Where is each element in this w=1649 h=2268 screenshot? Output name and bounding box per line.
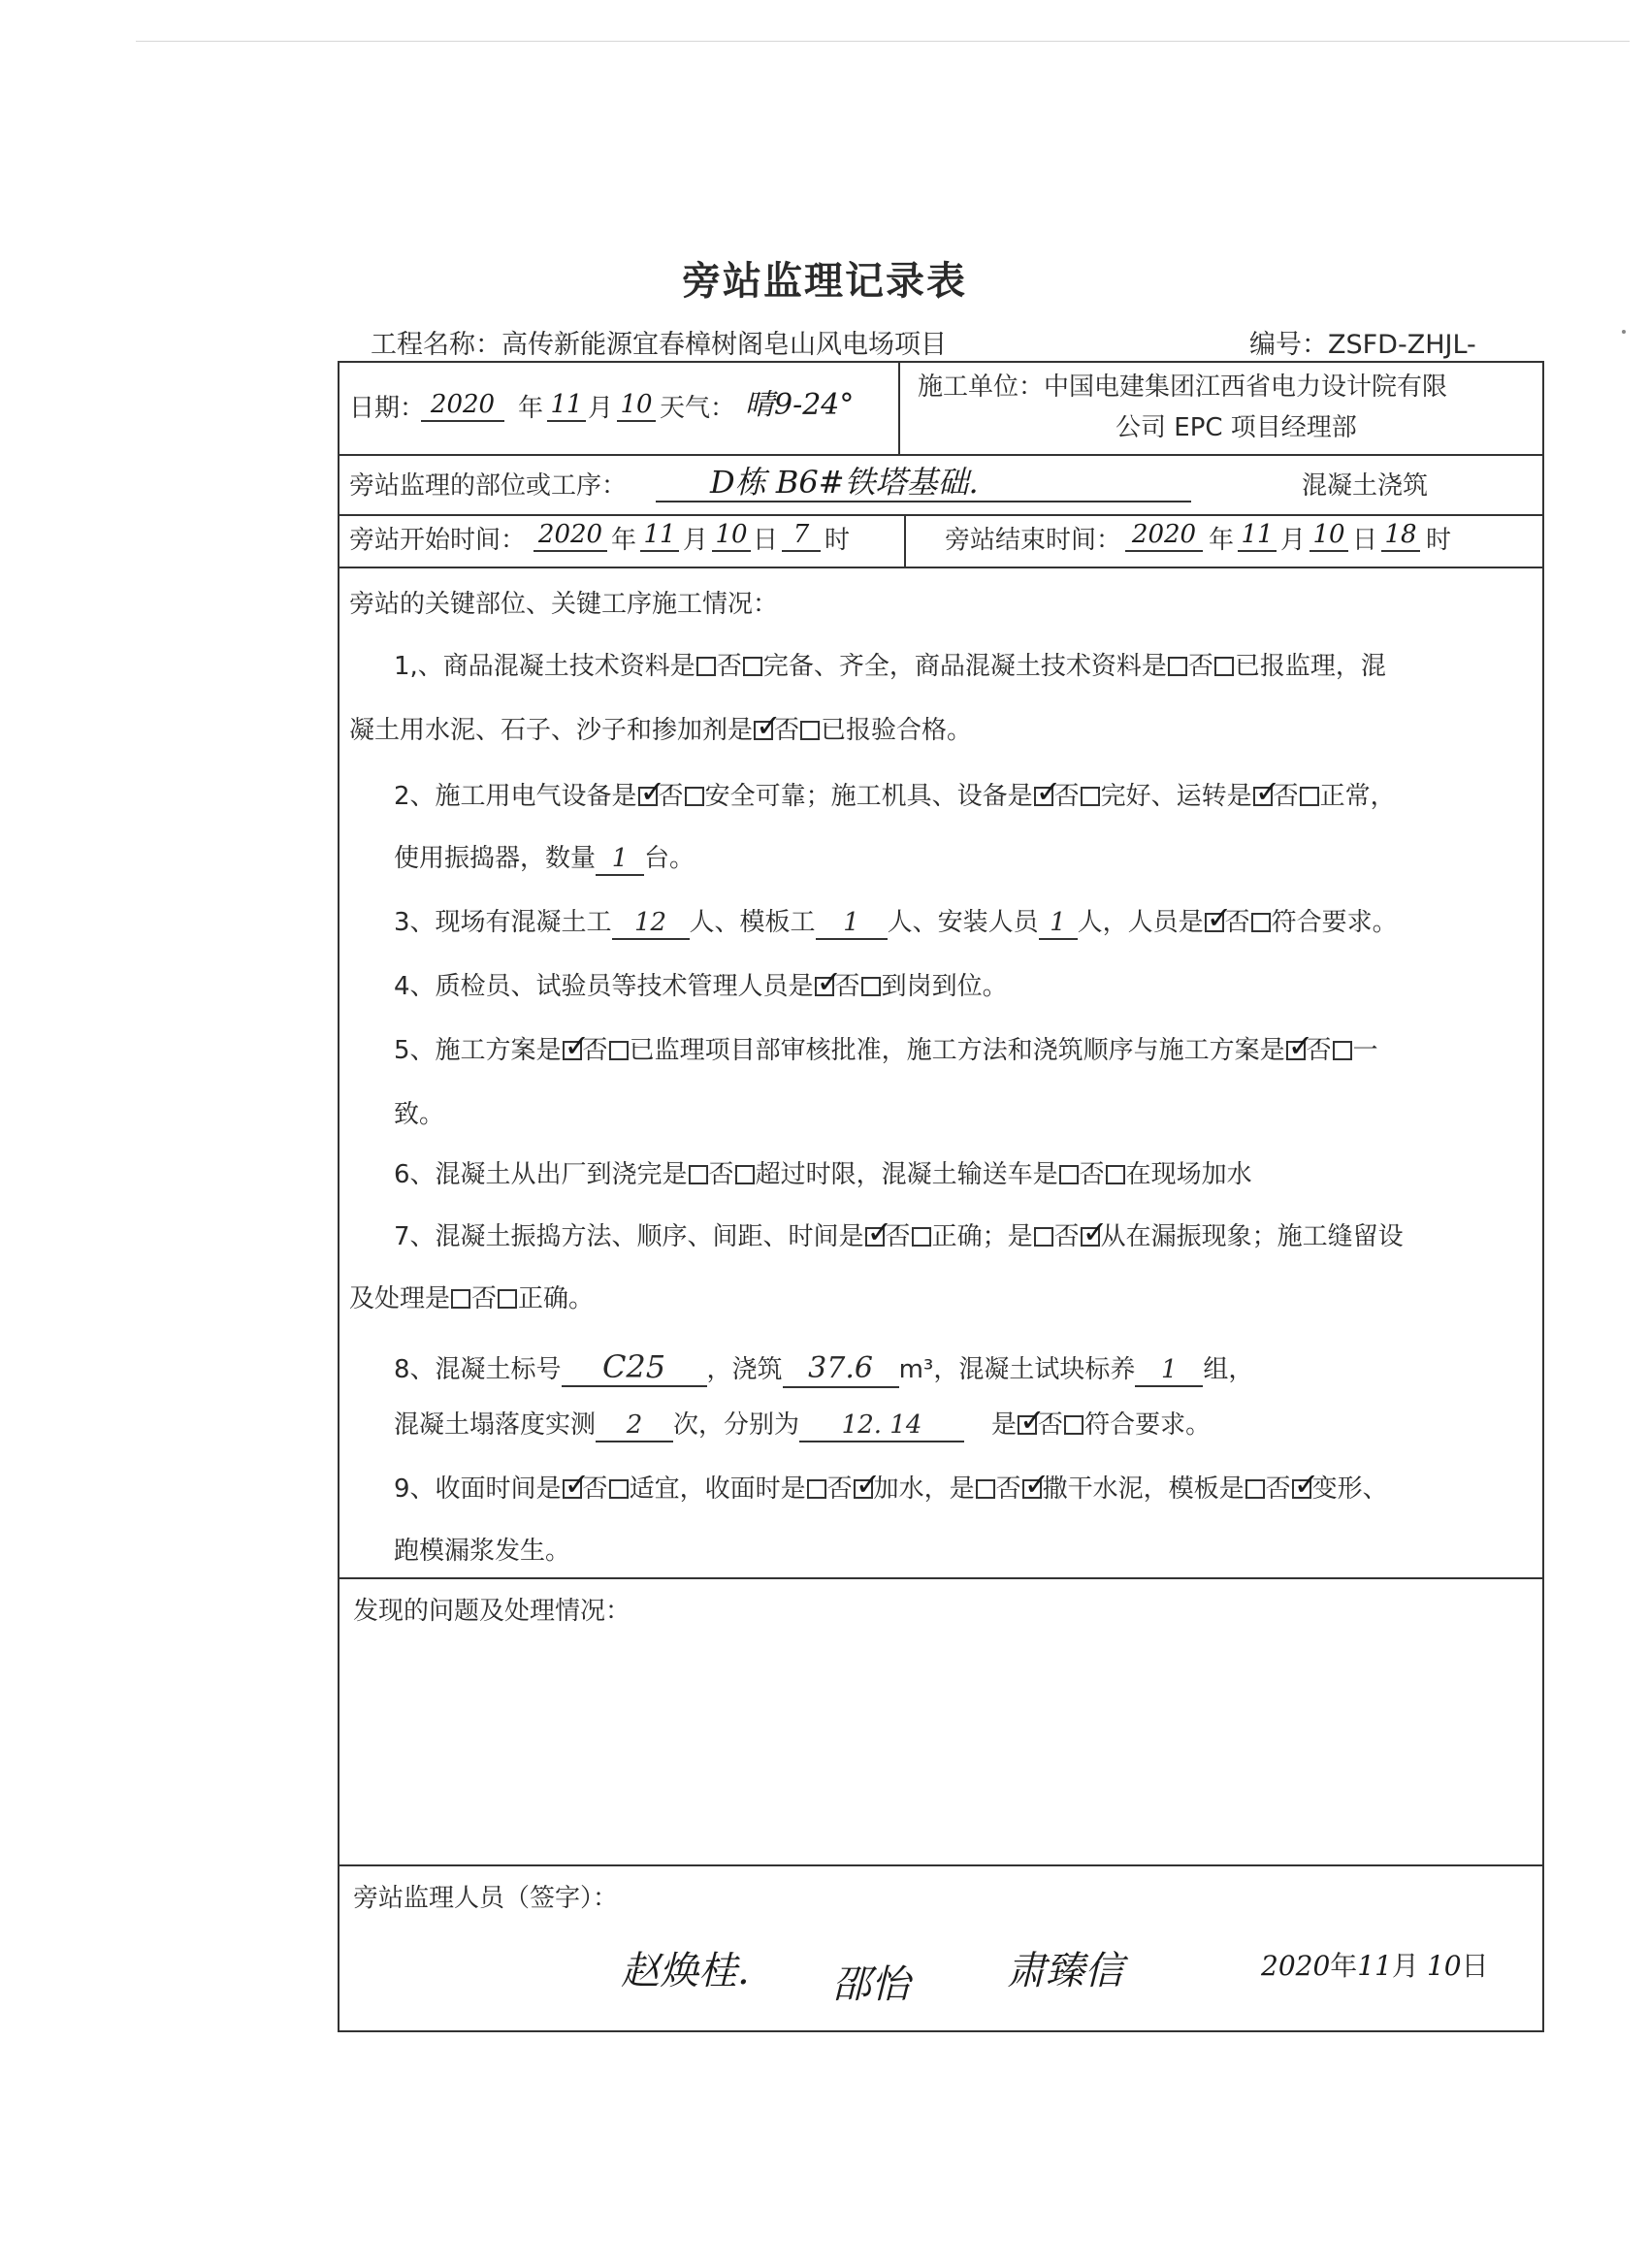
item-text: 7、混凝土振捣方法、顺序、间距、时间是	[394, 1222, 864, 1251]
item-text: 否	[995, 1474, 1021, 1504]
item-text: 5、施工方案是	[394, 1036, 562, 1065]
item-text: 1,、商品混凝土技术资料是	[394, 652, 695, 681]
item-4	[394, 972, 1008, 1002]
start-day: 10	[712, 520, 751, 552]
pour-volume: 37.6	[783, 1351, 899, 1388]
end-hour: 18	[1381, 520, 1420, 552]
item-text: 否	[1038, 1410, 1064, 1440]
checkbox-no[interactable]	[1251, 913, 1271, 932]
item-text: 否	[1306, 1036, 1332, 1065]
checkbox-yes-checked[interactable]	[1253, 787, 1273, 806]
item-text: 从在漏振现象；施工缝留设	[1100, 1222, 1404, 1251]
item-text: m³，混凝土试块标养	[898, 1355, 1136, 1384]
start-day-unit: 日	[753, 526, 779, 555]
item-text: 已报验合格。	[821, 716, 973, 745]
signature-3: 肃臻信	[1007, 1949, 1123, 1993]
start-month: 11	[640, 520, 679, 552]
project-name	[371, 323, 947, 361]
item-5-line-1	[394, 1036, 1378, 1066]
checkbox-yes-checked[interactable]	[815, 977, 834, 996]
checkbox-yes[interactable]	[1168, 657, 1187, 676]
checkbox-no-checked[interactable]	[854, 1479, 873, 1499]
location-value: D栋 B6#铁塔基础.	[656, 464, 1191, 502]
checkbox-no[interactable]	[743, 657, 762, 676]
checkbox-yes[interactable]	[1034, 1227, 1053, 1247]
form-title: 旁站监理记录表	[682, 259, 967, 304]
row-divider	[340, 567, 1542, 568]
item-text: 否	[582, 1474, 608, 1504]
item-text: 加水，是	[873, 1474, 975, 1504]
item-text: 否	[826, 1474, 853, 1504]
checkbox-no[interactable]	[685, 787, 704, 806]
end-hour-unit: 时	[1426, 526, 1452, 555]
checkbox-no-checked[interactable]	[1292, 1479, 1311, 1499]
concrete-grade: C25	[562, 1348, 707, 1387]
item-text: 次，分别为	[673, 1410, 800, 1440]
project-label: 工程名称：	[371, 330, 501, 360]
item-1-line-1	[394, 652, 1386, 682]
row-divider	[340, 1864, 1542, 1866]
item-text: 正常，	[1319, 782, 1396, 811]
end-month-unit: 月	[1280, 526, 1307, 555]
item-6	[394, 1160, 1252, 1190]
date-label: 日期：	[349, 394, 426, 423]
item-text: 否	[774, 716, 800, 745]
start-time-label: 旁站开始时间：	[349, 526, 527, 555]
item-text: 否	[1224, 908, 1250, 937]
weather-label: 天气：	[660, 394, 736, 423]
item-text: 撒干水泥，模板是	[1042, 1474, 1245, 1504]
item-text: 否	[716, 652, 742, 681]
item-7-line-2	[349, 1284, 594, 1314]
checkbox-yes-checked[interactable]	[754, 721, 773, 740]
item-text: 已报监理，混	[1234, 652, 1386, 681]
item-text: 否	[1273, 782, 1299, 811]
item-8-line-1	[394, 1348, 1253, 1388]
item-text: 变形、	[1311, 1474, 1388, 1504]
item-text: 正确；是	[931, 1222, 1033, 1251]
checkbox-no-checked[interactable]	[1022, 1479, 1042, 1499]
date-month-unit: 月	[588, 394, 614, 423]
item-text: 已监理项目部审核批准，施工方法和浇筑顺序与施工方案是	[629, 1036, 1285, 1065]
checkbox-no[interactable]	[609, 1479, 629, 1499]
signature-year: 2020	[1261, 1950, 1331, 1982]
start-year: 2020	[534, 520, 607, 552]
signature-year-unit: 年	[1330, 1950, 1358, 1982]
item-7-line-1	[394, 1222, 1404, 1252]
checkbox-no[interactable]	[1064, 1415, 1083, 1435]
checkbox-yes-checked[interactable]	[563, 1479, 582, 1499]
checkbox-no[interactable]	[861, 977, 881, 996]
item-text: 及处理是	[349, 1284, 451, 1313]
item-8-line-2	[394, 1410, 1211, 1442]
checkbox-yes[interactable]	[1059, 1165, 1079, 1184]
problems-label: 发现的问题及处理情况：	[353, 1597, 631, 1626]
item-text: 一	[1352, 1036, 1378, 1065]
weather-value: 晴9-24°	[745, 388, 855, 422]
contractor-line1: 中国电建集团江西省电力设计院有限	[1044, 373, 1448, 402]
end-day-unit: 日	[1352, 526, 1378, 555]
item-text: 符合要求。	[1271, 908, 1398, 937]
slump-test-count: 2	[596, 1410, 673, 1442]
contractor-line2: 公司 EPC 项目经理部	[1116, 413, 1357, 442]
item-9-line-1	[394, 1474, 1388, 1505]
item-9-line-2: 跑模漏浆发生。	[394, 1537, 571, 1566]
item-text: 完备、齐全，商品混凝土技术资料是	[762, 652, 1167, 681]
slump-values: 12. 14	[799, 1410, 964, 1442]
checkbox-yes[interactable]	[976, 1479, 995, 1499]
number-label: 编号：	[1249, 330, 1328, 360]
item-text: 混凝土塌落度实测	[394, 1410, 597, 1440]
item-5-line-2: 致。	[394, 1100, 445, 1129]
checkbox-yes[interactable]	[696, 657, 716, 676]
item-text: 完好、运转是	[1100, 782, 1252, 811]
column-divider	[898, 363, 900, 454]
item-text: 正确。	[518, 1284, 595, 1313]
item-text: 符合要求。	[1084, 1410, 1212, 1440]
checkbox-yes-checked[interactable]	[1205, 913, 1224, 932]
checkbox-no[interactable]	[1106, 1165, 1125, 1184]
item-text: 4、质检员、试验员等技术管理人员是	[394, 972, 814, 1001]
location-label: 旁站监理的部位或工序：	[349, 471, 628, 501]
signature-label: 旁站监理人员（签字）：	[353, 1884, 619, 1913]
signature-month-unit: 月	[1391, 1950, 1419, 1982]
row-divider	[340, 514, 1542, 516]
checkbox-no[interactable]	[609, 1041, 629, 1060]
item-text: 人，人员是	[1077, 908, 1204, 937]
item-text: 否	[885, 1222, 911, 1251]
contractor-label-text: 施工单位：	[918, 373, 1045, 402]
item-text: 到岗到位。	[881, 972, 1008, 1001]
signature-day: 10	[1426, 1950, 1462, 1982]
checkbox-no[interactable]	[912, 1227, 931, 1247]
number-value: ZSFD-ZHJL-	[1328, 330, 1476, 360]
item-text: 否	[582, 1036, 608, 1065]
vibrator-quantity: 1	[596, 844, 644, 876]
item-text: 人、模板工	[689, 908, 816, 937]
checkbox-no[interactable]	[498, 1289, 517, 1309]
item-text: 组，	[1203, 1355, 1254, 1384]
checkbox-yes-checked[interactable]	[1286, 1041, 1306, 1060]
checkbox-no[interactable]	[800, 721, 820, 740]
item-text: 超过时限，混凝土输送车是	[755, 1160, 1058, 1189]
item-text: 否	[708, 1160, 734, 1189]
start-year-unit: 年	[611, 526, 637, 555]
item-text: 否	[1265, 1474, 1291, 1504]
item-text: 8、混凝土标号	[394, 1355, 562, 1384]
end-year-unit: 年	[1209, 526, 1235, 555]
end-month: 11	[1238, 520, 1277, 552]
scan-top-edge	[136, 41, 1630, 42]
item-text: 否	[471, 1284, 498, 1313]
item-text: 在现场加水	[1125, 1160, 1252, 1189]
item-text: 否	[1187, 652, 1213, 681]
item-text: 使用振捣器，数量	[394, 844, 597, 873]
end-year: 2020	[1125, 520, 1203, 552]
item-text: 凝土用水泥、石子、沙子和掺加剂是	[349, 716, 754, 745]
checkbox-no[interactable]	[1081, 787, 1100, 806]
concrete-workers-count: 12	[612, 908, 690, 940]
installers-count: 1	[1039, 908, 1078, 940]
checkbox-yes[interactable]	[1245, 1479, 1265, 1499]
date-month: 11	[547, 390, 586, 422]
date-year: 2020	[421, 390, 504, 422]
checkbox-no[interactable]	[735, 1165, 755, 1184]
project-value: 高传新能源宜春樟树阁皂山风电场项目	[501, 330, 947, 360]
checkbox-yes-checked[interactable]	[638, 787, 658, 806]
checkbox-yes[interactable]	[807, 1479, 826, 1499]
item-text: 否	[834, 972, 860, 1001]
item-text: 9、收面时间是	[394, 1474, 562, 1504]
column-divider	[904, 514, 906, 567]
record-number	[1249, 323, 1476, 361]
signature-1: 赵焕桂.	[621, 1949, 750, 1993]
item-text: 6、混凝土从出厂到浇完是	[394, 1160, 688, 1189]
item-text: 台。	[644, 844, 695, 873]
checkbox-yes[interactable]	[451, 1289, 470, 1309]
end-day: 10	[1310, 520, 1348, 552]
item-2-line-1	[394, 782, 1396, 812]
row-divider	[340, 1577, 1542, 1579]
signature-month: 11	[1357, 1950, 1392, 1982]
date-year-unit: 年	[518, 394, 544, 423]
scan-speck	[1622, 330, 1626, 334]
item-text: 否	[658, 782, 684, 811]
test-block-groups: 1	[1135, 1355, 1203, 1387]
item-text: 人、安装人员	[887, 908, 1039, 937]
signature-day-unit: 日	[1461, 1950, 1489, 1982]
start-hour-unit: 时	[824, 526, 851, 555]
checkbox-yes-checked[interactable]	[865, 1227, 885, 1247]
section-heading: 旁站的关键部位、关键工序施工情况：	[349, 590, 779, 619]
contractor-label	[918, 373, 1447, 403]
formwork-workers-count: 1	[816, 908, 888, 940]
checkbox-yes[interactable]	[689, 1165, 708, 1184]
date-day: 10	[617, 390, 656, 422]
row-divider	[340, 454, 1542, 456]
item-text: 是	[991, 1410, 1018, 1440]
checkbox-no-checked[interactable]	[1081, 1227, 1100, 1247]
item-text: 2、施工用电气设备是	[394, 782, 637, 811]
checkbox-no[interactable]	[1333, 1041, 1352, 1060]
checkbox-yes-checked[interactable]	[1034, 787, 1053, 806]
item-text: 否	[1053, 1222, 1080, 1251]
checkbox-no[interactable]	[1300, 787, 1319, 806]
item-text: 适宜，收面时是	[629, 1474, 806, 1504]
record-form	[338, 361, 1544, 2032]
signature-2: 邵怡	[832, 1962, 910, 2007]
item-text: 否	[1079, 1160, 1105, 1189]
item-3	[394, 908, 1398, 940]
item-2-line-2	[394, 844, 695, 876]
item-text: ，浇筑	[706, 1355, 783, 1384]
item-1-line-2	[349, 716, 972, 746]
item-text: 安全可靠；施工机具、设备是	[704, 782, 1033, 811]
item-text: 3、现场有混凝土工	[394, 908, 612, 937]
signature-date	[1261, 1950, 1489, 1983]
start-month-unit: 月	[683, 526, 709, 555]
end-time-label: 旁站结束时间：	[945, 526, 1122, 555]
item-text: 否	[1053, 782, 1080, 811]
checkbox-yes-checked[interactable]	[1018, 1415, 1037, 1435]
checkbox-no[interactable]	[1214, 657, 1234, 676]
start-hour: 7	[782, 520, 821, 552]
checkbox-yes-checked[interactable]	[563, 1041, 582, 1060]
location-suffix: 混凝土浇筑	[1302, 471, 1429, 501]
